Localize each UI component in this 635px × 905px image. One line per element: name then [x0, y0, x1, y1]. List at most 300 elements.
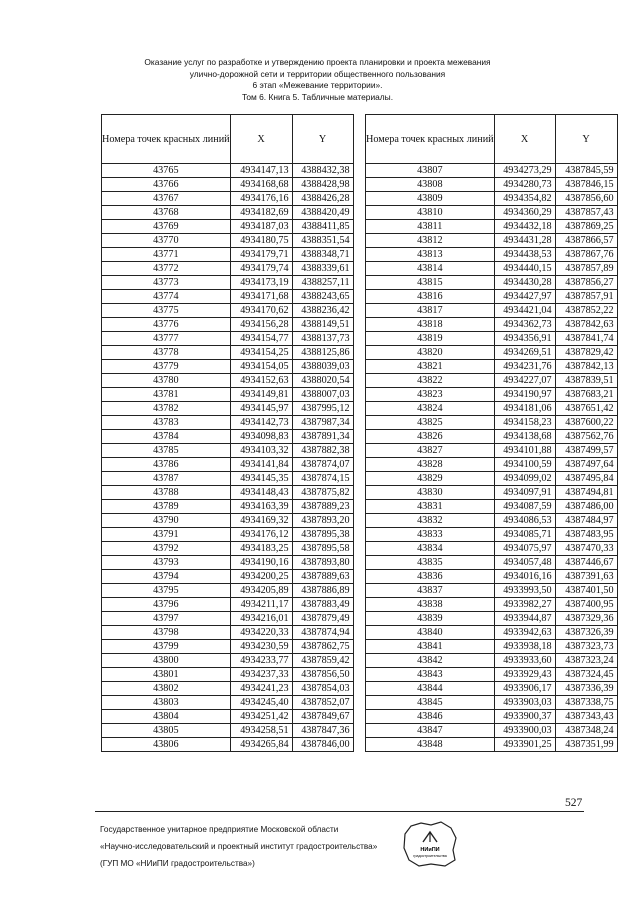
point-number: 43822	[366, 374, 495, 388]
point-number: 43840	[366, 626, 495, 640]
point-number: 43843	[366, 668, 495, 682]
point-number: 43771	[102, 248, 231, 262]
x-coordinate: 4933900,37	[494, 710, 555, 724]
x-coordinate: 4934141,84	[230, 458, 292, 472]
y-coordinate: 4388428,98	[292, 178, 353, 192]
x-coordinate: 4934430,28	[494, 276, 555, 290]
y-coordinate: 4387338,75	[555, 696, 617, 710]
coordinates-table-left	[101, 114, 354, 752]
table-row	[366, 542, 618, 556]
y-coordinate: 4387889,23	[292, 500, 353, 514]
point-number: 43782	[102, 402, 231, 416]
x-coordinate: 4934138,68	[494, 430, 555, 444]
table-row	[366, 710, 618, 724]
y-coordinate: 4387683,21	[555, 388, 617, 402]
point-number: 43778	[102, 346, 231, 360]
point-number: 43821	[366, 360, 495, 374]
point-number: 43809	[366, 192, 495, 206]
point-number: 43838	[366, 598, 495, 612]
x-coordinate: 4934440,15	[494, 262, 555, 276]
point-number: 43846	[366, 710, 495, 724]
y-coordinate: 4387895,38	[292, 528, 353, 542]
x-coordinate: 4934016,16	[494, 570, 555, 584]
point-number: 43784	[102, 430, 231, 444]
table-row	[366, 696, 618, 710]
point-number: 43798	[102, 626, 231, 640]
table-row	[366, 262, 618, 276]
x-coordinate: 4934360,29	[494, 206, 555, 220]
table-row	[102, 178, 354, 192]
table-row	[102, 486, 354, 500]
y-coordinate: 4387829,42	[555, 346, 617, 360]
point-number: 43800	[102, 654, 231, 668]
x-coordinate: 4934176,16	[230, 192, 292, 206]
x-coordinate: 4933933,60	[494, 654, 555, 668]
y-coordinate: 4387562,76	[555, 430, 617, 444]
table-row	[102, 458, 354, 472]
point-number: 43769	[102, 220, 231, 234]
x-coordinate: 4934154,05	[230, 360, 292, 374]
point-number: 43812	[366, 234, 495, 248]
x-coordinate: 4934265,84	[230, 738, 292, 752]
y-coordinate: 4388020,54	[292, 374, 353, 388]
table-row	[102, 290, 354, 304]
x-coordinate: 4934098,83	[230, 430, 292, 444]
y-coordinate: 4387842,63	[555, 318, 617, 332]
point-number: 43815	[366, 276, 495, 290]
table-row	[102, 626, 354, 640]
point-number: 43814	[366, 262, 495, 276]
table-row	[366, 528, 618, 542]
y-coordinate: 4387391,63	[555, 570, 617, 584]
x-coordinate: 4933938,18	[494, 640, 555, 654]
column-header-number: Номера точек красных линий	[102, 115, 231, 164]
table-row	[102, 164, 354, 178]
y-coordinate: 4387852,07	[292, 696, 353, 710]
x-coordinate: 4934427,97	[494, 290, 555, 304]
point-number: 43807	[366, 164, 495, 178]
x-coordinate: 4933982,27	[494, 598, 555, 612]
y-coordinate: 4387857,91	[555, 290, 617, 304]
y-coordinate: 4387849,67	[292, 710, 353, 724]
x-coordinate: 4934183,25	[230, 542, 292, 556]
footer-divider	[95, 811, 584, 812]
x-coordinate: 4934432,18	[494, 220, 555, 234]
table-row	[366, 556, 618, 570]
table-row	[366, 192, 618, 206]
table-row	[366, 640, 618, 654]
y-coordinate: 4387874,15	[292, 472, 353, 486]
x-coordinate: 4934220,33	[230, 626, 292, 640]
table-row	[366, 514, 618, 528]
y-coordinate: 4387866,57	[555, 234, 617, 248]
x-coordinate: 4934147,13	[230, 164, 292, 178]
x-coordinate: 4934182,69	[230, 206, 292, 220]
institute-logo	[401, 820, 459, 868]
table-header-row	[102, 115, 354, 164]
table-row	[102, 556, 354, 570]
point-number: 43787	[102, 472, 231, 486]
y-coordinate: 4387324,45	[555, 668, 617, 682]
x-coordinate: 4934057,48	[494, 556, 555, 570]
y-coordinate: 4387862,75	[292, 640, 353, 654]
x-coordinate: 4934173,19	[230, 276, 292, 290]
table-row	[366, 682, 618, 696]
table-row	[102, 234, 354, 248]
point-number: 43813	[366, 248, 495, 262]
column-header-x: X	[494, 115, 555, 164]
table-row	[102, 402, 354, 416]
table-row	[366, 290, 618, 304]
y-coordinate: 4387483,95	[555, 528, 617, 542]
table-row	[366, 206, 618, 220]
point-number: 43833	[366, 528, 495, 542]
table-row	[102, 612, 354, 626]
y-coordinate: 4387882,38	[292, 444, 353, 458]
table-row	[366, 388, 618, 402]
x-coordinate: 4934086,53	[494, 514, 555, 528]
x-coordinate: 4934154,25	[230, 346, 292, 360]
table-row	[366, 346, 618, 360]
y-coordinate: 4388426,28	[292, 192, 353, 206]
y-coordinate: 4387446,67	[555, 556, 617, 570]
table-row	[102, 444, 354, 458]
x-coordinate: 4933929,43	[494, 668, 555, 682]
x-coordinate: 4934280,73	[494, 178, 555, 192]
y-coordinate: 4388125,86	[292, 346, 353, 360]
table-row	[366, 220, 618, 234]
table-row	[102, 738, 354, 752]
point-number: 43830	[366, 486, 495, 500]
y-coordinate: 4387343,43	[555, 710, 617, 724]
point-number: 43785	[102, 444, 231, 458]
header-line-4: Том 6. Книга 5. Табличные материалы.	[241, 91, 394, 102]
y-coordinate: 4387600,22	[555, 416, 617, 430]
x-coordinate: 4934145,35	[230, 472, 292, 486]
table-row	[102, 570, 354, 584]
table-row	[366, 654, 618, 668]
y-coordinate: 4387494,81	[555, 486, 617, 500]
x-coordinate: 4934180,75	[230, 234, 292, 248]
table-row	[102, 374, 354, 388]
table-row	[102, 304, 354, 318]
table-row	[102, 514, 354, 528]
y-coordinate: 4387893,80	[292, 556, 353, 570]
y-coordinate: 4387400,95	[555, 598, 617, 612]
x-coordinate: 4934152,63	[230, 374, 292, 388]
y-coordinate: 4387867,76	[555, 248, 617, 262]
document-header	[0, 57, 635, 103]
x-coordinate: 4934145,97	[230, 402, 292, 416]
table-row	[366, 444, 618, 458]
point-number: 43835	[366, 556, 495, 570]
table-row	[102, 598, 354, 612]
point-number: 43837	[366, 584, 495, 598]
table-row	[366, 500, 618, 514]
y-coordinate: 4387857,43	[555, 206, 617, 220]
y-coordinate: 4387891,34	[292, 430, 353, 444]
table-row	[102, 682, 354, 696]
point-number: 43817	[366, 304, 495, 318]
x-coordinate: 4933901,25	[494, 738, 555, 752]
x-coordinate: 4934075,97	[494, 542, 555, 556]
y-coordinate: 4387852,22	[555, 304, 617, 318]
y-coordinate: 4387847,36	[292, 724, 353, 738]
y-coordinate: 4387351,99	[555, 738, 617, 752]
x-coordinate: 4934245,40	[230, 696, 292, 710]
x-coordinate: 4933906,17	[494, 682, 555, 696]
table-row	[102, 710, 354, 724]
x-coordinate: 4934100,59	[494, 458, 555, 472]
point-number: 43820	[366, 346, 495, 360]
y-coordinate: 4388039,03	[292, 360, 353, 374]
table-row	[102, 220, 354, 234]
y-coordinate: 4387841,74	[555, 332, 617, 346]
table-row	[102, 640, 354, 654]
table-row	[102, 276, 354, 290]
y-coordinate: 4387495,84	[555, 472, 617, 486]
y-coordinate: 4387889,63	[292, 570, 353, 584]
point-number: 43810	[366, 206, 495, 220]
table-row	[366, 416, 618, 430]
table-row	[102, 192, 354, 206]
x-coordinate: 4934087,59	[494, 500, 555, 514]
y-coordinate: 4388348,71	[292, 248, 353, 262]
point-number: 43841	[366, 640, 495, 654]
table-row	[102, 472, 354, 486]
y-coordinate: 4388432,38	[292, 164, 353, 178]
x-coordinate: 4934085,71	[494, 528, 555, 542]
point-number: 43765	[102, 164, 231, 178]
point-number: 43826	[366, 430, 495, 444]
point-number: 43777	[102, 332, 231, 346]
footer-line-1: Государственное унитарное предприятие Московской области	[100, 825, 339, 834]
table-row	[102, 416, 354, 430]
table-row	[366, 332, 618, 346]
x-coordinate: 4934149,81	[230, 388, 292, 402]
point-number: 43768	[102, 206, 231, 220]
x-coordinate: 4934231,76	[494, 360, 555, 374]
point-number: 43774	[102, 290, 231, 304]
table-row	[102, 388, 354, 402]
y-coordinate: 4387329,36	[555, 612, 617, 626]
point-number: 43816	[366, 290, 495, 304]
point-number: 43786	[102, 458, 231, 472]
y-coordinate: 4388351,54	[292, 234, 353, 248]
table-row	[366, 486, 618, 500]
document-footer	[100, 821, 377, 872]
point-number: 43804	[102, 710, 231, 724]
y-coordinate: 4388420,49	[292, 206, 353, 220]
logo-text-main: НИиПИ	[420, 847, 440, 853]
point-number: 43776	[102, 318, 231, 332]
y-coordinate: 4388149,51	[292, 318, 353, 332]
x-coordinate: 4933900,03	[494, 724, 555, 738]
y-coordinate: 4387857,89	[555, 262, 617, 276]
table-row	[366, 458, 618, 472]
x-coordinate: 4934181,06	[494, 402, 555, 416]
point-number: 43788	[102, 486, 231, 500]
y-coordinate: 4387874,07	[292, 458, 353, 472]
point-number: 43790	[102, 514, 231, 528]
x-coordinate: 4934169,32	[230, 514, 292, 528]
y-coordinate: 4387859,42	[292, 654, 353, 668]
y-coordinate: 4387879,49	[292, 612, 353, 626]
point-number: 43819	[366, 332, 495, 346]
table-row	[102, 262, 354, 276]
y-coordinate: 4387845,59	[555, 164, 617, 178]
page-number: 527	[565, 797, 583, 809]
x-coordinate: 4934258,51	[230, 724, 292, 738]
y-coordinate: 4387856,50	[292, 668, 353, 682]
point-number: 43801	[102, 668, 231, 682]
y-coordinate: 4387893,20	[292, 514, 353, 528]
point-number: 43829	[366, 472, 495, 486]
logo-text-sub: градостроительства	[413, 854, 447, 858]
table-row	[102, 528, 354, 542]
x-coordinate: 4934103,32	[230, 444, 292, 458]
column-header-number: Номера точек красных линий	[366, 115, 495, 164]
table-row	[102, 500, 354, 514]
header-line-1: Оказание услуг по разработке и утверждению проекта планировки и проекта межевания	[144, 57, 491, 67]
table-row	[366, 374, 618, 388]
table-row	[366, 724, 618, 738]
point-number: 43803	[102, 696, 231, 710]
table-row	[366, 402, 618, 416]
table-row	[102, 668, 354, 682]
x-coordinate: 4934216,01	[230, 612, 292, 626]
x-coordinate: 4934148,43	[230, 486, 292, 500]
x-coordinate: 4934097,91	[494, 486, 555, 500]
point-number: 43793	[102, 556, 231, 570]
table-row	[366, 472, 618, 486]
column-header-x: X	[230, 115, 292, 164]
table-row	[102, 696, 354, 710]
x-coordinate: 4934421,04	[494, 304, 555, 318]
point-number: 43805	[102, 724, 231, 738]
y-coordinate: 4387883,49	[292, 598, 353, 612]
y-coordinate: 4387874,94	[292, 626, 353, 640]
y-coordinate: 4387499,57	[555, 444, 617, 458]
point-number: 43802	[102, 682, 231, 696]
table-row	[366, 570, 618, 584]
point-number: 43797	[102, 612, 231, 626]
point-number: 43770	[102, 234, 231, 248]
x-coordinate: 4934158,23	[494, 416, 555, 430]
point-number: 43775	[102, 304, 231, 318]
y-coordinate: 4387875,82	[292, 486, 353, 500]
table-row	[366, 612, 618, 626]
x-coordinate: 4934230,59	[230, 640, 292, 654]
table-row	[366, 360, 618, 374]
point-number: 43766	[102, 178, 231, 192]
x-coordinate: 4934154,77	[230, 332, 292, 346]
point-number: 43824	[366, 402, 495, 416]
point-number: 43811	[366, 220, 495, 234]
point-number: 43836	[366, 570, 495, 584]
table-row	[366, 668, 618, 682]
y-coordinate: 4388243,65	[292, 290, 353, 304]
point-number: 43806	[102, 738, 231, 752]
y-coordinate: 4387856,27	[555, 276, 617, 290]
x-coordinate: 4934168,68	[230, 178, 292, 192]
table-row	[366, 430, 618, 444]
point-number: 43844	[366, 682, 495, 696]
x-coordinate: 4934431,28	[494, 234, 555, 248]
y-coordinate: 4387854,03	[292, 682, 353, 696]
y-coordinate: 4387846,15	[555, 178, 617, 192]
point-number: 43832	[366, 514, 495, 528]
x-coordinate: 4934273,29	[494, 164, 555, 178]
x-coordinate: 4933942,63	[494, 626, 555, 640]
table-row	[102, 654, 354, 668]
x-coordinate: 4934227,07	[494, 374, 555, 388]
x-coordinate: 4934354,82	[494, 192, 555, 206]
y-coordinate: 4388411,85	[292, 220, 353, 234]
y-coordinate: 4387484,97	[555, 514, 617, 528]
table-row	[366, 318, 618, 332]
y-coordinate: 4387651,42	[555, 402, 617, 416]
point-number: 43783	[102, 416, 231, 430]
point-number: 43827	[366, 444, 495, 458]
y-coordinate: 4388236,42	[292, 304, 353, 318]
x-coordinate: 4934356,91	[494, 332, 555, 346]
y-coordinate: 4387470,33	[555, 542, 617, 556]
x-coordinate: 4934187,03	[230, 220, 292, 234]
y-coordinate: 4387846,00	[292, 738, 353, 752]
point-number: 43845	[366, 696, 495, 710]
y-coordinate: 4387842,13	[555, 360, 617, 374]
x-coordinate: 4934142,73	[230, 416, 292, 430]
point-number: 43780	[102, 374, 231, 388]
x-coordinate: 4934237,33	[230, 668, 292, 682]
table-row	[366, 598, 618, 612]
y-coordinate: 4387486,00	[555, 500, 617, 514]
table-row	[366, 248, 618, 262]
point-number: 43808	[366, 178, 495, 192]
table-row	[366, 234, 618, 248]
y-coordinate: 4387987,34	[292, 416, 353, 430]
point-number: 43767	[102, 192, 231, 206]
table-row	[102, 584, 354, 598]
table-header-row	[366, 115, 618, 164]
table-row	[102, 346, 354, 360]
y-coordinate: 4387323,24	[555, 654, 617, 668]
point-number: 43792	[102, 542, 231, 556]
point-number: 43795	[102, 584, 231, 598]
point-number: 43781	[102, 388, 231, 402]
table-row	[102, 206, 354, 220]
point-number: 43791	[102, 528, 231, 542]
x-coordinate: 4934156,28	[230, 318, 292, 332]
y-coordinate: 4387886,89	[292, 584, 353, 598]
x-coordinate: 4934179,71	[230, 248, 292, 262]
point-number: 43794	[102, 570, 231, 584]
table-row	[102, 430, 354, 444]
point-number: 43831	[366, 500, 495, 514]
point-number: 43823	[366, 388, 495, 402]
x-coordinate: 4934101,88	[494, 444, 555, 458]
y-coordinate: 4388339,61	[292, 262, 353, 276]
x-coordinate: 4933993,50	[494, 584, 555, 598]
point-number: 43779	[102, 360, 231, 374]
header-line-3: 6 этап «Межевание территории».	[252, 80, 383, 90]
y-coordinate: 4388137,73	[292, 332, 353, 346]
x-coordinate: 4934163,39	[230, 500, 292, 514]
table-row	[102, 248, 354, 262]
table-row	[366, 276, 618, 290]
point-number: 43839	[366, 612, 495, 626]
